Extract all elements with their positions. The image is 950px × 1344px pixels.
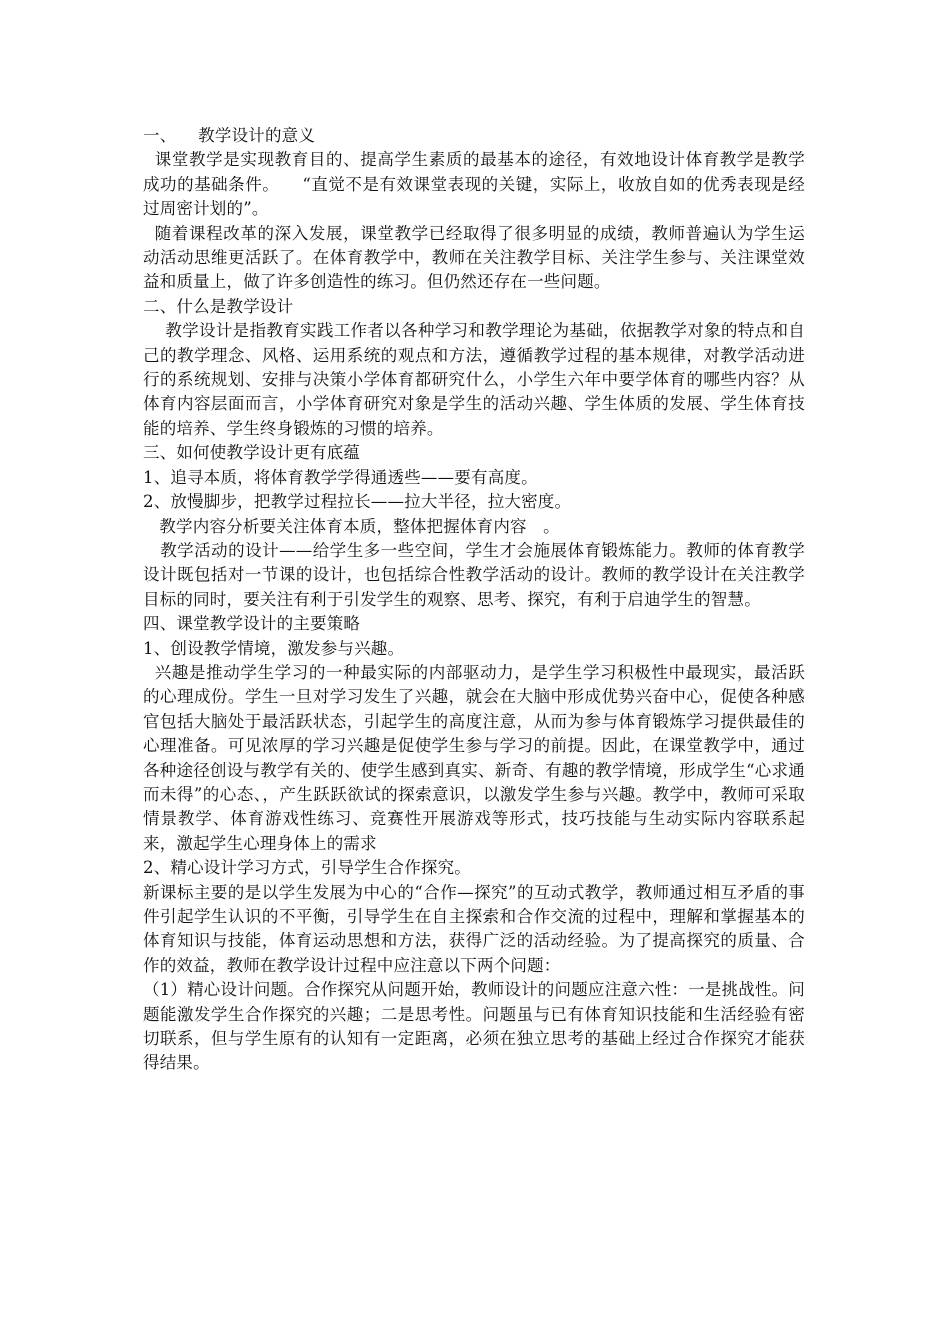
section-heading-3: 三、如何使教学设计更有底蕴 [143, 443, 361, 463]
list-item: 1、追寻本质，将体育教学学得通透些——要有高度。 [143, 467, 538, 487]
list-item: 2、放慢脚步，把教学过程拉长——拉大半径，拉大密度。 [143, 492, 572, 512]
paragraph: 教学内容分析要关注体育本质，整体把握体育内容 。 [143, 516, 560, 536]
paragraph: 教学活动的设计——给学生多一些空间，学生才会施展体育锻炼能力。教师的体育教学设计既包括对一节课的设计，也包括综合性教学活动的设计。教师的教学设计在关注教学目标的同时，要关注有利于引发学生的观察、思考、探究，有利于启迪学生的智慧。 [143, 540, 805, 609]
paragraph: 随着课程改革的深入发展，课堂教学已经取得了很多明显的成绩，教师普遍认为学生运动活动思维更活跃了。在体育教学中，教师在关注教学目标、关注学生参与、关注课堂效益和质量上，做了许多创造性的练习。但仍然还存在一些问题。 [143, 223, 806, 292]
list-item: 2、精心设计学习方式，引导学生合作探究。 [143, 858, 471, 878]
section-heading-4: 四、课堂教学设计的主要策略 [143, 614, 361, 634]
paragraph: 兴趣是推动学生学习的一种最实际的内部驱动力，是学生学习积极性中最现实，最活跃的心理成份。学生一旦对学习发生了兴趣，就会在大脑中形成优势兴奋中心，促使各种感官包括大脑处于最活跃状态，引起学生的高度注意，从而为参与体育锻炼学习提供最佳的心理准备。可见浓厚的学习兴趣是促使学生参与学习的前提。因此，在课堂教学中，通过各种途径创设与教学有关的、使学生感到真实、新奇、有趣的教学情境，形成学生“心求通而未得”的心态、，产生跃跃欲试的探索意识，以激发学生参与兴趣。教学中，教师可采取情景教学、体育游戏性练习、竞赛性开展游戏等形式，技巧技能与生动实际内容联系起来，激起学生心理身体上的需求 [143, 662, 806, 853]
paragraph: 教学设计是指教育实践工作者以各种学习和教学理论为基础，依据教学对象的特点和自己的教学理念、风格、运用系统的观点和方法，遵循教学过程的基本规律，对教学活动进行的系统规划、安排与决策小学体育都研究什么，小学生六年中要学体育的哪些内容？从体育内容层面而言，小学体育研究对象是学生的活动兴趣、学生体质的发展、学生体育技能的培养、学生终身锻炼的习惯的培养。 [143, 321, 805, 438]
paragraph: 课堂教学是实现教育目的、提高学生素质的最基本的途径，有效地设计体育教学是教学成功的基础条件。 “直觉不是有效课堂表现的关键，实际上，收放自如的优秀表现是经过周密计划的”。 [143, 150, 806, 219]
list-item: 1、创设教学情境，激发参与兴趣。 [143, 638, 405, 658]
section-heading-1: 一、 教学设计的意义 [143, 126, 316, 145]
section-heading-2: 二、什么是教学设计 [143, 296, 294, 316]
paragraph: 新课标主要的是以学生发展为中心的“合作—探究”的互动式教学，教师通过相互矛盾的事件引起学生认识的不平衡，引导学生在自主探索和合作交流的过程中，理解和掌握基本的体育知识与技能，体育运动思想和方法，获得广泛的活动经验。为了提高探究的质量、合作的效益，教师在教学设计过程中应注意以下两个问题： [143, 882, 805, 975]
paragraph: （1）精心设计问题。合作探究从问题开始，教师设计的问题应注意六性：一是挑战性。问题能激发学生合作探究的兴趣；二是思考性。问题虽与已有体育知识技能和生活经验有密切联系，但与学生原有的认知有一定距离，必须在独立思考的基础上经过合作探究才能获得结果。 [143, 980, 805, 1073]
document-body [143, 124, 805, 1076]
